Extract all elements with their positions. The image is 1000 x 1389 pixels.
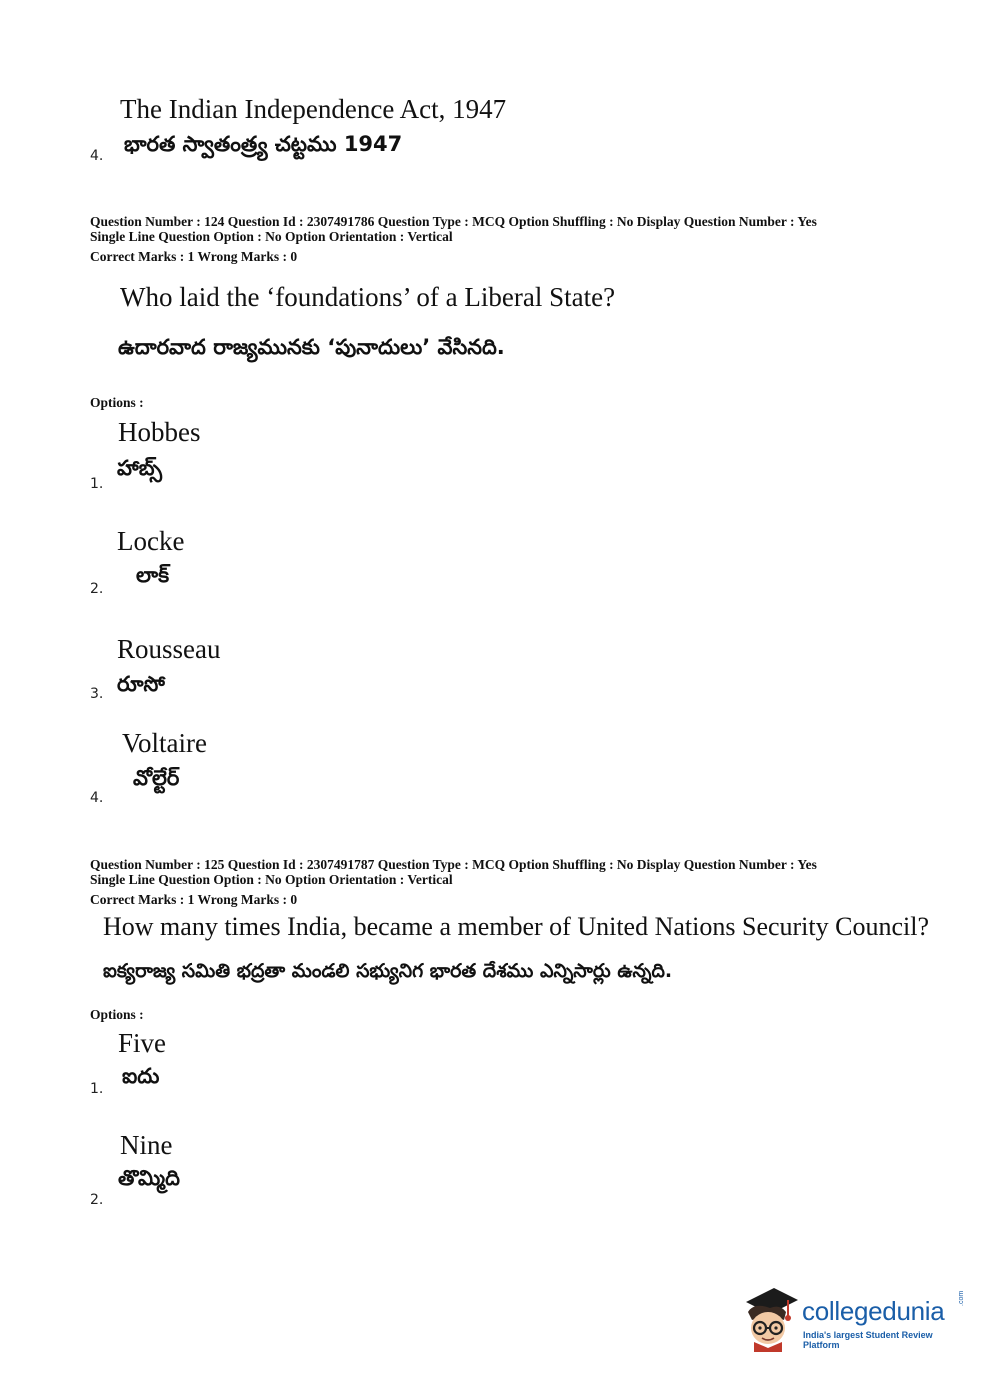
prev-option-en: The Indian Independence Act, 1947 bbox=[120, 94, 507, 124]
q124-meta-line2: Single Line Question Option : No Option Orientation : Vertical bbox=[90, 229, 453, 244]
q125-marks: Correct Marks : 1 Wrong Marks : 0 bbox=[90, 892, 298, 907]
q125-option-2-number: 2. bbox=[90, 1192, 104, 1208]
q124-option-4-number: 4. bbox=[90, 790, 104, 806]
logo-com: .com bbox=[958, 1290, 965, 1306]
q124-question-en: Who laid the ‘foundations’ of a Liberal State? bbox=[120, 282, 616, 312]
q125-meta-line2: Single Line Question Option : No Option Orientation : Vertical bbox=[90, 872, 453, 887]
q124-question-te: ఉదారవాద రాజ్యమునకు ‘పునాదులు’ వేసినది. bbox=[118, 335, 505, 359]
q124-option-2-te: లాక్ bbox=[136, 563, 170, 587]
q124-marks: Correct Marks : 1 Wrong Marks : 0 bbox=[90, 249, 298, 264]
prev-option-number: 4. bbox=[90, 148, 104, 164]
q124-option-2-number: 2. bbox=[90, 581, 104, 597]
q124-option-3-en: Rousseau bbox=[117, 634, 221, 664]
q125-question-en: How many times India, became a member of United Nations Security Council? bbox=[103, 912, 929, 941]
q124-option-4-en: Voltaire bbox=[122, 728, 207, 758]
q124-option-3-te: రూసో bbox=[117, 672, 165, 696]
logo-name: collegedunia bbox=[802, 1296, 945, 1326]
collegedunia-logo bbox=[740, 1282, 970, 1354]
q125-option-2-en: Nine bbox=[120, 1130, 173, 1160]
q125-option-1-en: Five bbox=[118, 1028, 167, 1058]
q125-options-label: Options : bbox=[90, 1007, 144, 1022]
logo-tagline: India's largest Student Review Platform bbox=[803, 1330, 933, 1350]
q125-meta-line1: Question Number : 125 Question Id : 2307491787 Question Type : MCQ Option Shuffling : No Display Question Number : Yes bbox=[90, 857, 817, 872]
q124-options-label: Options : bbox=[90, 395, 144, 410]
q125-option-1-number: 1. bbox=[90, 1081, 104, 1097]
student-mascot-icon bbox=[740, 1282, 802, 1352]
q124-option-3-number: 3. bbox=[90, 686, 104, 702]
q124-option-2-en: Locke bbox=[117, 526, 185, 556]
q124-option-1-number: 1. bbox=[90, 476, 104, 492]
q124-option-1-te: హాబ్స్ bbox=[117, 456, 163, 480]
q124-meta-line1: Question Number : 124 Question Id : 2307491786 Question Type : MCQ Option Shuffling : No Display Question Number : Yes bbox=[90, 214, 817, 229]
q124-option-1-en: Hobbes bbox=[118, 417, 201, 447]
q125-option-2-te: తొమ్మిది bbox=[118, 1166, 180, 1190]
q125-option-1-te: ఐదు bbox=[122, 1064, 160, 1088]
q124-option-4-te: వోల్టేర్ bbox=[133, 766, 180, 790]
prev-option-te: భారత స్వాతంత్ర్య చట్టము 1947 bbox=[124, 132, 403, 156]
q125-question-te: ఐక్యరాజ్య సమితి భద్రతా మండలి సభ్యునిగ భారత దేశము ఎన్నిసార్లు ఉన్నది. bbox=[103, 960, 673, 982]
